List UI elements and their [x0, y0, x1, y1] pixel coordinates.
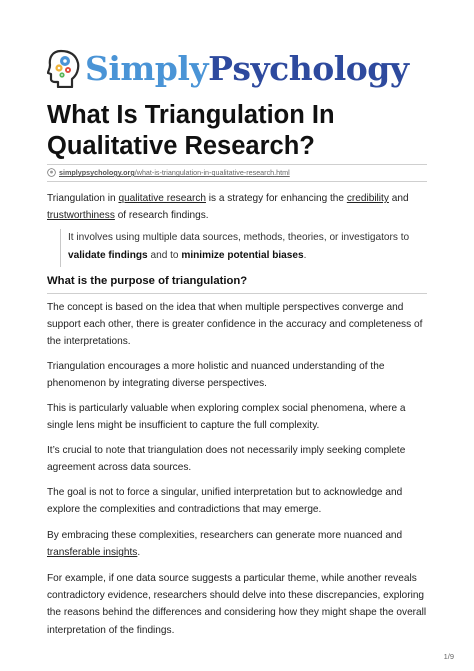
- paragraph-2: Triangulation encourages a more holistic and nuanced understanding of the phenomenon by integrating diverse perspectives.: [47, 361, 385, 390]
- intro-text-3: and: [388, 193, 409, 204]
- brand-simply: Simply: [85, 48, 209, 88]
- brand-wordmark: [85, 48, 409, 88]
- paragraph-1: The concept is based on the idea that when multiple perspectives converge and support each other, there is greater confidence in the accuracy and completeness of the interpretations.: [47, 302, 423, 348]
- paragraph-3: This is particularly valuable when exploring complex social phenomena, where a single lens might be insufficient to capture the full complexity.: [47, 403, 406, 432]
- divider-bottom: [47, 181, 427, 182]
- paragraph-7: For example, if one data source suggests a particular theme, while another reveals contradictory evidence, researchers should delve into these discrepancies, exploring the reasons behind the differences and considering how they might shape the overall interpretation of the findings.: [47, 573, 427, 636]
- link-transferable-insights[interactable]: transferable insights: [47, 547, 138, 559]
- brand-logo[interactable]: [47, 44, 409, 92]
- link-trustworthiness[interactable]: trustworthiness: [47, 210, 115, 222]
- site-favicon-icon: [47, 168, 56, 177]
- paragraph-6-text: By embracing these complexities, researchers can generate more nuanced and: [47, 530, 403, 541]
- paragraph-6-end: .: [137, 547, 141, 559]
- head-gears-icon: [47, 48, 81, 88]
- source-link[interactable]: [47, 168, 290, 177]
- page-number: 1/9: [443, 652, 454, 661]
- divider-top: [47, 164, 427, 165]
- quote-bold-1: validate findings: [68, 249, 148, 261]
- page-title: What Is Triangulation In Qualitative Research?: [47, 101, 335, 160]
- intro-text-2: is a strategy for enhancing the: [205, 193, 347, 204]
- quote-bold-2: minimize potential biases: [181, 249, 304, 261]
- section-heading: What is the purpose of triangulation?: [47, 275, 248, 287]
- paragraph-5: The goal is not to force a singular, unified interpretation but to acknowledge and explore the complexities and contradictions that may emerge.: [47, 487, 403, 516]
- quote-text-3: .: [303, 249, 307, 261]
- quote-text-2: and to: [147, 249, 182, 261]
- link-qualitative-research[interactable]: qualitative research: [118, 193, 206, 204]
- paragraph-4: It’s crucial to note that triangulation does not necessarily imply seeking complete agreement across data sources.: [47, 445, 406, 474]
- intro-text-1: Triangulation in: [47, 193, 119, 204]
- intro-paragraph: [47, 190, 433, 224]
- source-path[interactable]: /what-is-triangulation-in-qualitative-research.html: [134, 168, 290, 177]
- intro-text-4: of research findings.: [114, 210, 209, 222]
- link-credibility[interactable]: credibility: [346, 193, 389, 204]
- heading-underline: [47, 293, 427, 294]
- quote-text-1: It involves using multiple data sources, methods, theories, or investigators to: [68, 232, 410, 243]
- paragraph-6: [47, 527, 433, 561]
- source-domain[interactable]: simplypsychology.org: [59, 168, 135, 177]
- blockquote: [60, 229, 438, 267]
- brand-psychology: Psychology: [208, 48, 409, 88]
